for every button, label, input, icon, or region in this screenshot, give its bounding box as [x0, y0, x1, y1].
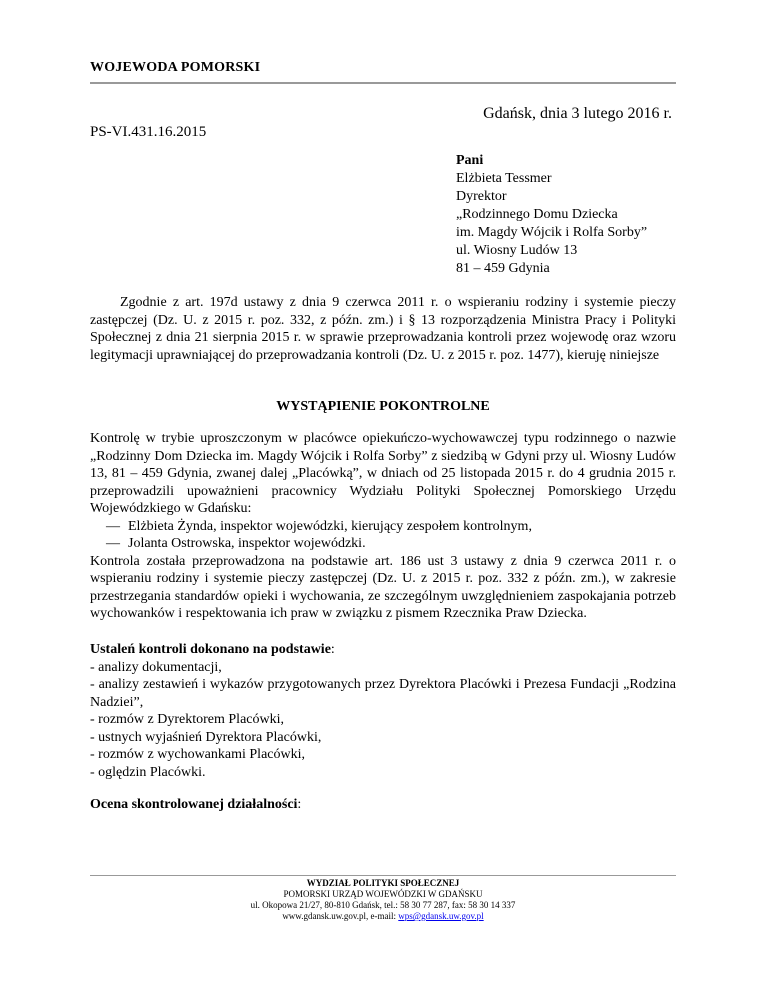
- dash-bullet: —: [106, 518, 120, 534]
- recipient-line: im. Magdy Wójcik i Rolfa Sorby”: [456, 225, 648, 240]
- footer: [90, 878, 676, 922]
- findings-heading: Ustaleń kontroli dokonano na podstawie: [90, 642, 331, 657]
- recipient-block: [456, 152, 647, 278]
- footer-website: www.gdansk.uw.gov.pl, e-mail:: [282, 911, 399, 921]
- inspector-item: [90, 535, 676, 553]
- findings-list-item: - rozmów z wychowankami Placówki,: [90, 747, 305, 762]
- findings-list-item: - oględzin Placówki.: [90, 764, 206, 780]
- footer-contact: [90, 911, 676, 922]
- recipient-line: „Rodzinnego Domu Dziecka: [456, 207, 618, 222]
- footer-email-link[interactable]: wps@gdansk.uw.gov.pl: [398, 911, 484, 921]
- findings-list-item: - analizy dokumentacji,: [90, 659, 222, 675]
- header-divider: [90, 82, 676, 84]
- findings-section: [90, 641, 676, 781]
- control-paragraph: Kontrolę w trybie uproszczonym w placówce opiekuńczo-wychowawczej typu rodzinnego o nazwie „Rodzinny Dom Dziecka im. Magdy Wójcik i Rolfa Sorby” z siedzibą w Gdyni przy ul. Wiosny Ludów 13, 81 – 459 Gdynia, zwanej dalej „Placówką”, w dniach od 25 listopada 2015 r. do 4 grudnia 2015 r. przeprowadzili upoważnieni pracownicy Wydziału Polityki Społecznej Pomorskiego Urzędu Wojewódzkiego w Gdańsku:: [90, 431, 676, 516]
- control-section: [90, 430, 676, 623]
- findings-list-item: - ustnych wyjaśnień Dyrektora Placówki,: [90, 729, 322, 745]
- issuer-heading: WOJEWODA POMORSKI: [90, 60, 261, 75]
- inspector-item: [90, 518, 676, 536]
- findings-list-item: - analizy zestawień i wykazów przygotowanych przez Dyrektora Placówki i Prezesa Fundacji „Rodzina Nadziei”,: [90, 677, 676, 710]
- assessment-heading-line: [90, 797, 301, 813]
- recipient-line: Dyrektor: [456, 189, 507, 204]
- recipient-salutation: Pani: [456, 153, 484, 168]
- recipient-line: 81 – 459 Gdynia: [456, 261, 550, 276]
- section-title: WYSTĄPIENIE POKONTROLNE: [276, 399, 490, 414]
- footer-department: WYDZIAŁ POLITYKI SPOŁECZNEJ: [306, 878, 460, 888]
- footer-divider: [90, 875, 676, 876]
- recipient-line: Elżbieta Tessmer: [456, 171, 552, 186]
- intro-paragraph: Zgodnie z art. 197d ustawy z dnia 9 czerwca 2011 r. o wspieraniu rodziny i systemie pieczy zastępczej (Dz. U. z 2015 r. poz. 332, z późn. zm.) i § 13 rozporządzenia Ministra Pracy i Polityki Społecznej z dnia 21 sierpnia 2015 r. w sprawie przeprowadzania kontroli przez wojewodę oraz wzoru legitymacji uprawniającej do przeprowadzania kontroli (Dz. U. z 2015 r. poz. 1477), kieruję niniejsze: [90, 295, 676, 363]
- document-date: Gdańsk, dnia 3 lutego 2016 r.: [483, 105, 672, 122]
- footer-office: POMORSKI URZĄD WOJEWÓDZKI W GDAŃSKU: [283, 889, 483, 899]
- dash-bullet: —: [106, 536, 120, 551]
- inspector-text: Jolanta Ostrowska, inspektor wojewódzki.: [128, 536, 366, 551]
- inspector-text: Elżbieta Żynda, inspektor wojewódzki, kierujący zespołem kontrolnym,: [128, 518, 532, 534]
- control-basis-paragraph: Kontrola została przeprowadzona na podstawie art. 186 ust 3 ustawy z dnia 9 czerwca 2011 r. o wspieraniu rodziny i systemie pieczy zastępczej (Dz. U. z 2015 r. poz. 332 z późn. zm.), w zakresie przestrzegania standardów opieki i wychowania, ze szczególnym uwzględnieniem zaspokajania potrzeb wychowanków i respektowania ich praw w związku z pismem Rzecznika Praw Dziecka.: [90, 553, 676, 621]
- assessment-colon: :: [297, 797, 302, 812]
- reference-number: PS-VI.431.16.2015: [90, 124, 207, 140]
- recipient-line: ul. Wiosny Ludów 13: [456, 243, 578, 258]
- findings-colon: :: [330, 642, 335, 657]
- findings-list-item: - rozmów z Dyrektorem Placówki,: [90, 712, 284, 727]
- assessment-heading: Ocena skontrolowanej działalności: [90, 797, 298, 812]
- footer-address: ul. Okopowa 21/27, 80-810 Gdańsk, tel.: 58 30 77 287, fax: 58 30 14 337: [250, 900, 516, 910]
- findings-heading-line: [90, 641, 676, 659]
